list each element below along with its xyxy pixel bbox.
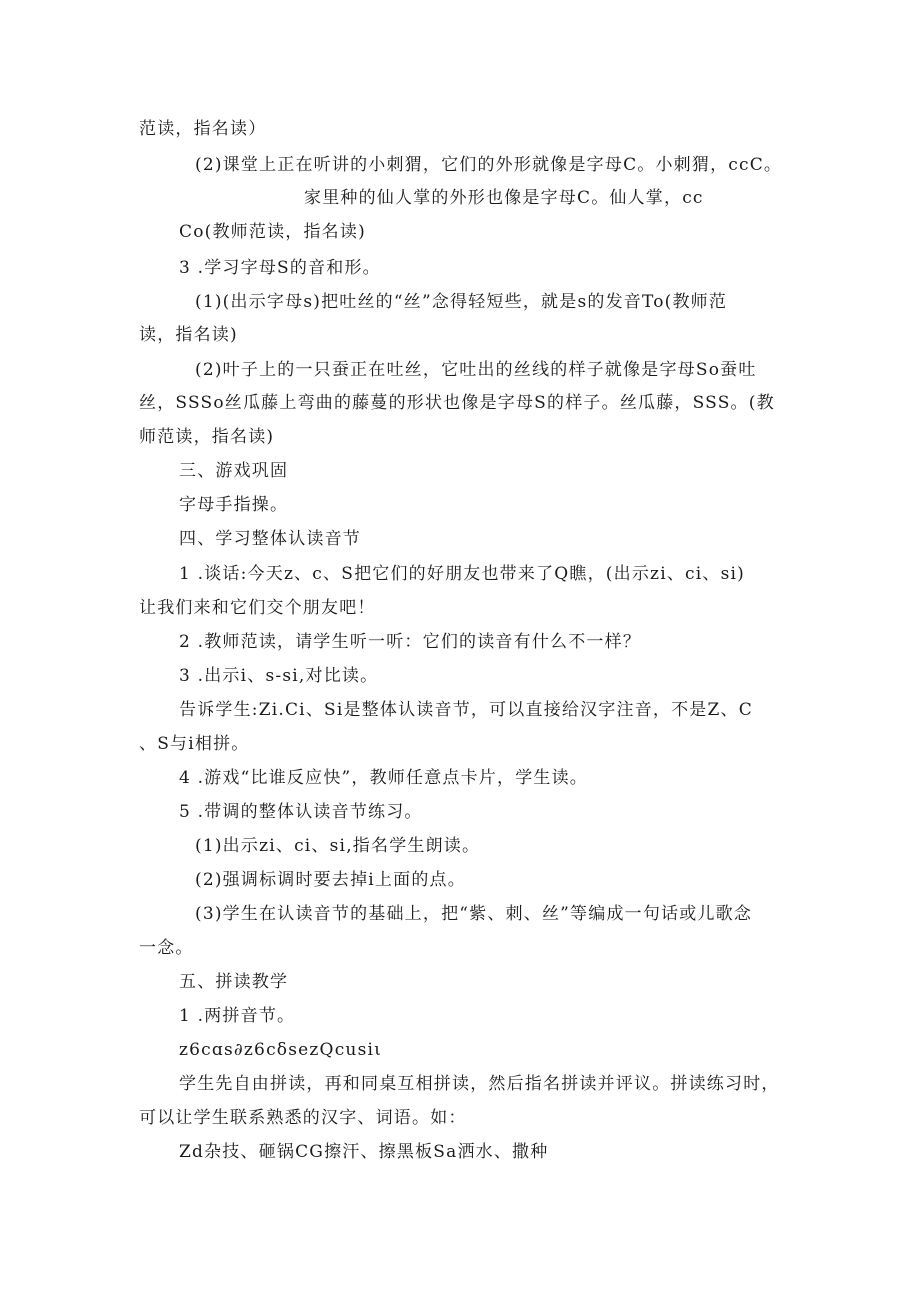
text-line: 4 .游戏“比谁反应快”，教师任意点卡片，学生读。 (179, 768, 589, 788)
pinyin-line: z6cɑs∂z6cδsezQcusiι (179, 1040, 382, 1060)
text-line: 告诉学生:Zi.Ci、Si是整体认读音节，可以直接给汉字注音，不是Z、C (179, 700, 753, 720)
text-line: 范读，指名读） (139, 119, 267, 139)
text-line: 丝，SSSo丝瓜藤上弯曲的藤蔓的形状也像是字母S的样子。丝瓜藤，SSS。(教 (139, 393, 775, 413)
text-line: 可以让学生联系熟悉的汉字、词语。如： (139, 1108, 467, 1128)
section-heading: 三、游戏巩固 (179, 461, 289, 481)
text-line: 家里种的仙人掌的外形也像是字母C。仙人掌，cc (304, 188, 704, 208)
text-line: (2)叶子上的一只蚕正在吐丝，它吐出的丝线的样子就像是字母So蚕吐 (195, 360, 757, 380)
text-line: 1 .谈话:今天z、c、S把它们的好朋友也带来了Q瞧，(出示zi、ci、si) (179, 564, 745, 584)
text-line: 让我们来和它们交个朋友吧！ (139, 598, 376, 618)
text-line: 2 .教师范读，请学生听一听：它们的读音有什么不一样？ (179, 632, 642, 652)
text-line: 读，指名读) (139, 325, 238, 345)
text-line: (1)出示zi、ci、si,指名学生朗读。 (195, 836, 481, 856)
text-line: (2)强调标调时要去掉i上面的点。 (195, 870, 466, 890)
section-heading: 四、学习整体认读音节 (179, 529, 361, 549)
text-line: Co(教师范读，指名读) (179, 222, 366, 242)
section-heading: 五、拼读教学 (179, 972, 289, 992)
text-line: 3 .出示i、s-si,对比读。 (179, 666, 379, 686)
text-line: 、S与i相拼。 (139, 734, 250, 754)
text-line: Zd杂技、砸锅CG擦汗、擦黑板Sa洒水、撒种 (179, 1142, 549, 1162)
text-line: (1)(出示字母s)把吐丝的“丝”念得轻短些，就是s的发音To(教师范 (195, 292, 728, 312)
text-line: 一念。 (139, 938, 194, 958)
section-heading: 3 .学习字母S的音和形。 (179, 258, 381, 278)
text-line: (3)学生在认读音节的基础上，把“紫、刺、丝”等编成一句话或儿歌念 (195, 904, 753, 924)
text-line: 师范读，指名读) (139, 427, 275, 447)
text-line: 学生先自由拼读，再和同桌互相拼读，然后指名拼读并评议。拼读练习时， (179, 1074, 780, 1094)
text-line: 5 .带调的整体认读音节练习。 (179, 802, 423, 822)
text-line: 1 .两拼音节。 (179, 1006, 296, 1026)
text-line: (2)课堂上正在听讲的小刺猬，它们的外形就像是字母C。小刺猬，ccC。 (195, 155, 783, 175)
text-line: 字母手指操。 (179, 495, 289, 515)
